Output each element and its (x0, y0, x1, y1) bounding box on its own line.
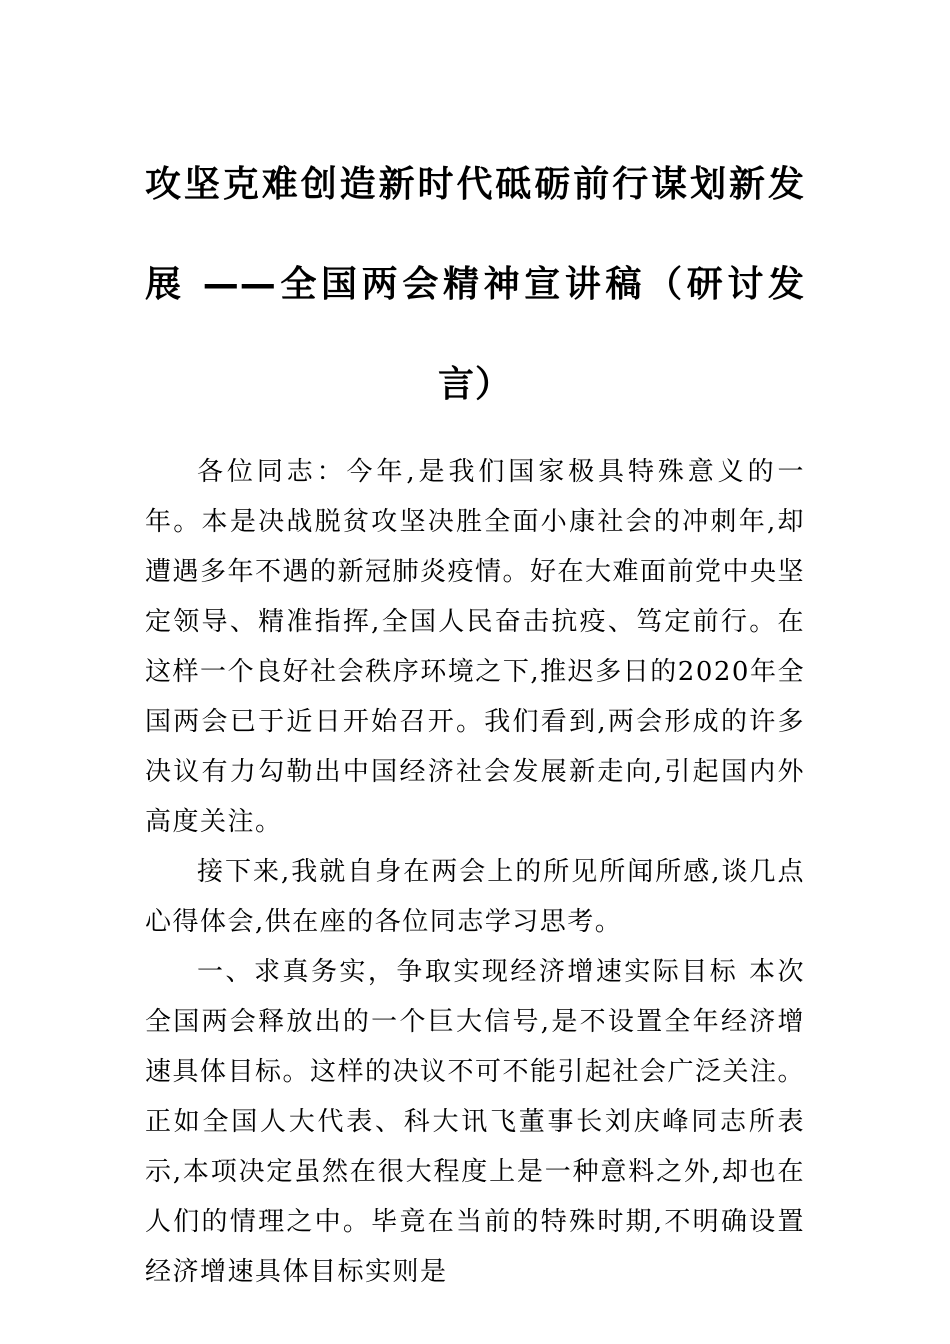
paragraph-intro: 接下来,我就自身在两会上的所见所闻所感,谈几点心得体会,供在座的各位同志学习思考。 (145, 857, 805, 937)
document-title: 攻坚克难创造新时代砥砺前行谋划新发展 ——全国两会精神宣讲稿（研讨发言） (145, 164, 805, 405)
paragraph-greeting: 各位同志：今年,是我们国家极具特殊意义的一年。本是决战脱贫攻坚决胜全面小康社会的冲刺年,却遭遇多年不遇的新冠肺炎疫情。好在大难面前党中央坚定领导、精准指挥,全国人民奋击抗疫、笃定前行。在这样一个良好社会秩序环境之下,推迟多日的2020年全国两会已于近日开始召开。我们看到,两会形成的许多决议有力勾勒出中国经济社会发展新走向,引起国内外高度关注。 (145, 457, 806, 837)
paragraph-section-one: 一、求真务实，争取实现经济增速实际目标 本次全国两会释放出的一个巨大信号,是不设置全年经济增速具体目标。这样的决议不可不能引起社会广泛关注。正如全国人大代表、科大讯飞董事长刘庆峰同志所表示,本项决定虽然在很大程度上是一种意料之外,却也在人们的情理之中。毕竟在当前的特殊时期,不明确设置经济增速具体目标实则是 (145, 957, 806, 1287)
document-body (145, 447, 805, 1297)
